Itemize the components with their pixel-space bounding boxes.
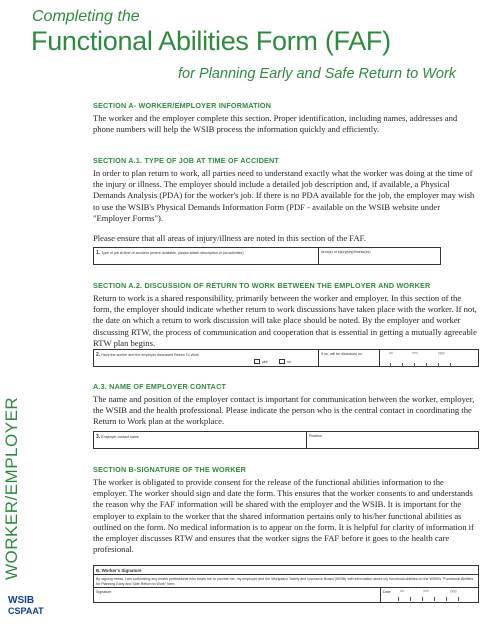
yes-label: yes <box>262 360 268 364</box>
section-a3-body: The name and position of the employer contact is important for communication between the worker, employer, the WSIB and the health professional. Please indicate the person who is the central contact in coordinating the Return to Work plan at the workplace. <box>93 394 475 427</box>
form-field-job-type[interactable] <box>94 248 246 258</box>
form-box-2 <box>93 349 479 367</box>
form-box-3 <box>93 431 479 449</box>
no-checkbox[interactable] <box>279 359 285 364</box>
no-label: no <box>287 360 291 364</box>
form-label: Area(s) of injury(ies)/illness(es) <box>321 250 371 254</box>
form-label: Have the worker and the employer discussed Return To Work <box>101 353 199 357</box>
section-a-body: The worker and the employer complete this section. Proper identification, including names, addresses and phone numbers will help the WSIB process the information quickly and efficiently. <box>93 113 458 135</box>
section-a-heading: SECTION A- WORKER/EMPLOYER INFORMATION <box>93 101 272 110</box>
form-field-rtw-discussed <box>94 350 201 360</box>
form-field-date[interactable] <box>381 588 393 596</box>
section-a1-body: In order to plan return to work, all parties need to understand exactly what the worker was doing at the time of the injury or illness. The employer should include a detailed job description and, if available, a Physical Demands Analysis (PDA) for the worker's job. If there is no PDA available for the job, the employer may wish to use the WSIB's Physical Demands Information Form (PDF - available on the WSIB website under "Employer Forms"). <box>93 168 475 223</box>
section-a2-body: Return to work is a shared responsibility, primarily between the worker and employer. In this section of the form, the employer should indicate whether return to work discussions have taken place with the worker. If not, the date on which a return to work discussion will take place should be noted. By the employer and worker discussing RTW, the process of communication and cooperation that is essential in getting a mutually agreeable RTW plan begins. <box>93 293 477 348</box>
section-b-body: The worker is obligated to provide consent for the release of the functional abilities information to the employer. The worker should sign and date the form. This ensures that the worker consents to and understands the reason why the FAF information will be shared with the employer and the WSIB. It is important for the employer to explain to the worker that the shared information pertains only to his/her functional abilities as outlined on the form. No medical information is to appear on the form. It is helpful for clarity of information if the employer discusses RTW and ensures that the worker signs the FAF before it goes to the health care profesional. <box>93 477 474 555</box>
section-b-heading: SECTION B-SIGNATURE OF THE WORKER <box>93 465 247 474</box>
form-b-consent: By signing below, I am authorizing any health professional who treats me to provide me, my employer and the Workplace Safety and Insurance Board (WSIB) with information about my functional abilities on the WSIB's "Functional Abilities for Planning Early and Safe Return to Work" form. <box>96 577 474 586</box>
section-a1-heading: SECTION A.1. TYPE OF JOB AT TIME OF ACCIDENT <box>93 156 279 165</box>
form-field-signature[interactable] <box>94 588 113 596</box>
page-subtitle: for Planning Early and Safe Return to Work <box>178 66 457 82</box>
form-label: Position <box>309 434 322 438</box>
form-label: Signature <box>96 590 112 594</box>
form-label: Employer contact name <box>101 435 139 439</box>
form-num: 1. <box>96 250 101 256</box>
date-yyyy: yyyy <box>450 589 457 593</box>
form-num: 2. <box>96 352 101 358</box>
form-field-discussion-date[interactable] <box>319 350 364 358</box>
wsib-logo-icon <box>8 595 44 617</box>
date-mm: mm <box>423 589 429 593</box>
sidebar-label: WORKER/EMPLOYER <box>2 396 21 580</box>
form-box-1 <box>93 247 441 265</box>
yes-checkbox[interactable] <box>254 359 260 364</box>
date-dd: dd <box>400 589 404 593</box>
form-field-injury-areas[interactable] <box>319 248 373 256</box>
section-a2-heading: SECTION A.2. DISCUSSION OF RETURN TO WORK BETWEEN THE EMPLOYER AND WORKER <box>93 281 431 290</box>
logo-line1: WSIB <box>8 595 35 606</box>
form-field-position[interactable] <box>307 432 324 440</box>
form-num: 3. <box>96 434 101 440</box>
page-title: Functional Abilities Form (FAF) <box>31 26 391 56</box>
form-b-title: B. Worker's Signature <box>96 568 142 573</box>
section-a1-body2: Please ensure that all areas of injury/illness are noted in this section of the FAF. <box>93 233 366 243</box>
form-label: If no, will be discussed on <box>321 352 362 356</box>
form-label: Type of job at time of accident (where available, please attach description of job activities) <box>101 251 244 255</box>
section-a3-heading: A.3. NAME OF EMPLOYER CONTACT <box>93 382 227 391</box>
date-mm: mm <box>412 351 418 355</box>
date-dd: dd <box>389 351 393 355</box>
form-box-b <box>93 565 479 603</box>
form-field-contact-name[interactable] <box>94 432 141 442</box>
logo-line2: CSPAAT <box>8 606 44 616</box>
form-label: Date <box>383 590 391 594</box>
header-line1: Completing the <box>32 8 140 25</box>
date-yyyy: yyyy <box>438 351 445 355</box>
